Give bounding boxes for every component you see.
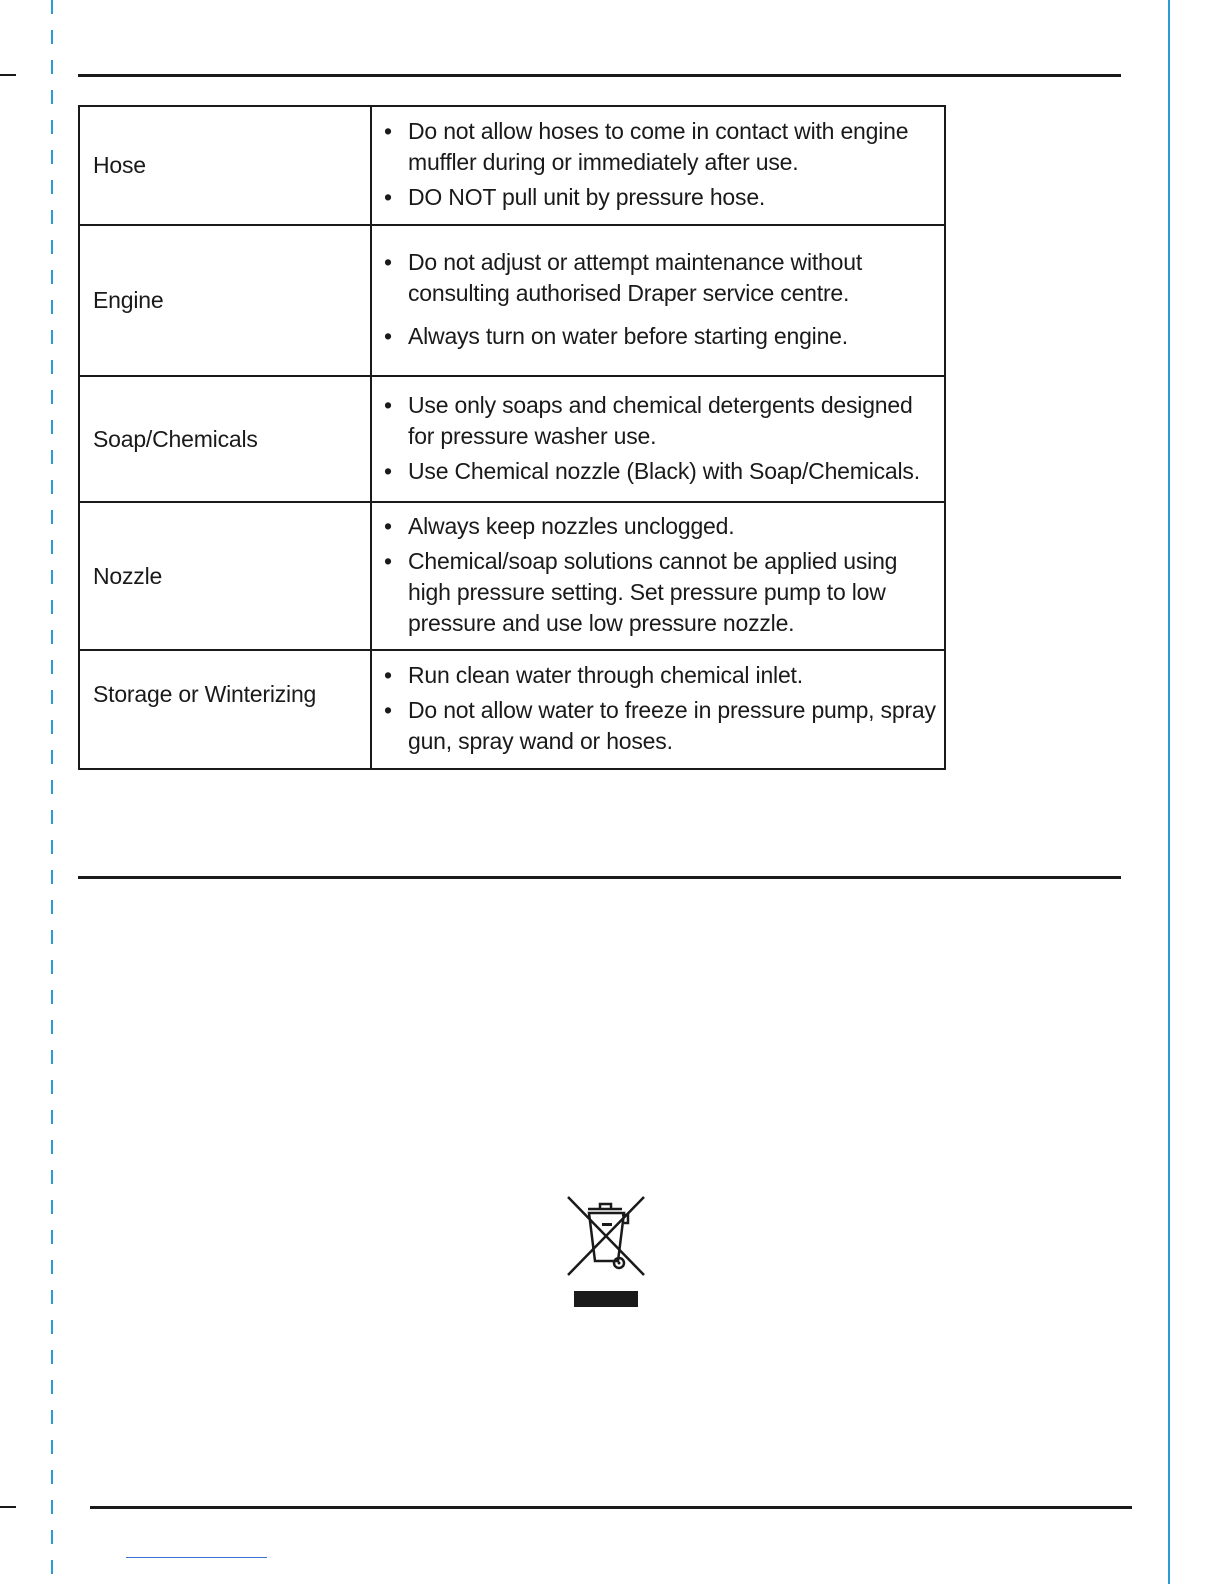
row-label: Engine: [79, 225, 371, 376]
margin-tick-top: [0, 74, 16, 76]
cut-guide-dashed-line: [51, 0, 53, 1584]
list-item: • Do not allow hoses to come in contact with engine muffler during or immediately after use.: [380, 116, 938, 178]
list-item: • Always keep nozzles unclogged.: [380, 511, 938, 542]
link-underline[interactable]: [126, 1557, 267, 1558]
maintenance-table: [78, 105, 946, 770]
row-notes: [371, 502, 945, 650]
table-row: [79, 650, 945, 769]
list-item: • Run clean water through chemical inlet.: [380, 660, 938, 691]
list-item: • Do not adjust or attempt maintenance without consulting authorised Draper service centre.: [380, 247, 938, 309]
table-row: [79, 502, 945, 650]
row-label: Hose: [79, 106, 371, 225]
list-item: • Use only soaps and chemical detergents designed for pressure washer use.: [380, 390, 938, 452]
section-rule-top: [78, 74, 1121, 77]
list-item: • Use Chemical nozzle (Black) with Soap/Chemicals.: [380, 456, 938, 487]
section-rule-middle: [78, 876, 1121, 879]
list-item: • Always turn on water before starting engine.: [380, 321, 938, 352]
row-notes: [371, 376, 945, 502]
margin-tick-bottom: [0, 1506, 16, 1508]
list-item: • DO NOT pull unit by pressure hose.: [380, 182, 938, 213]
table-row: [79, 106, 945, 225]
row-label: Storage or Winterizing: [79, 650, 371, 769]
crossed-out-wheelie-bin-icon: [562, 1193, 650, 1311]
row-label: Soap/Chemicals: [79, 376, 371, 502]
row-notes: [371, 225, 945, 376]
row-label: Nozzle: [79, 502, 371, 650]
section-rule-bottom: [90, 1506, 1132, 1509]
row-notes: [371, 106, 945, 225]
table-row: [79, 225, 945, 376]
row-notes: [371, 650, 945, 769]
page-edge-line: [1168, 0, 1170, 1584]
list-item: • Chemical/soap solutions cannot be applied using high pressure setting. Set pressure pump to low pressure and use low pressure nozzle.: [380, 546, 938, 639]
table-row: [79, 376, 945, 502]
list-item: • Do not allow water to freeze in pressure pump, spray gun, spray wand or hoses.: [380, 695, 938, 757]
